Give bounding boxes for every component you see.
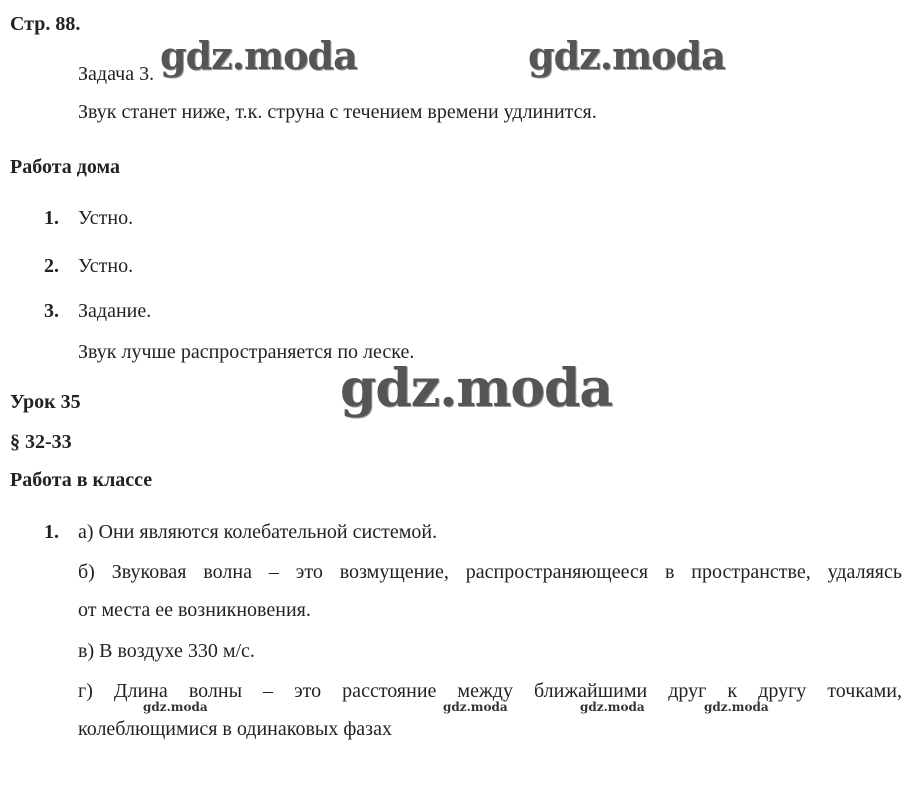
list-item-number: 1. [44, 207, 59, 229]
answer-d-line2: колеблющимися в одинаковых фазах [78, 718, 392, 740]
task3-title: Задача 3. [78, 63, 155, 85]
answer-c: в) В воздухе 330 м/с. [78, 640, 255, 662]
task3-text: Звук станет ниже, т.к. струна с течением времени удлинится. [78, 101, 597, 123]
page-ref: Стр. 88. [10, 13, 81, 35]
watermark: gdz.moda [443, 700, 508, 714]
class-work-heading: Работа в классе [10, 469, 153, 491]
answer-b-line2: от места ее возникновения. [78, 599, 311, 621]
paragraphs-heading: § 32-33 [10, 431, 72, 453]
item3-detail: Звук лучше распространяется по леске. [78, 341, 415, 363]
list-item-number: 1. [44, 521, 59, 543]
list-item-number: 3. [44, 300, 59, 322]
watermark: gdz.moda [143, 700, 208, 714]
watermark: gdz.moda [704, 700, 769, 714]
answer-b-line1: б) Звуковая волна – это возмущение, распространяющееся в пространстве, удаляясь [78, 561, 902, 583]
list-item-text: Устно. [78, 255, 134, 277]
home-work-heading: Работа дома [10, 156, 120, 178]
watermark: gdz.moda [160, 33, 357, 78]
watermark: gdz.moda [340, 358, 613, 419]
lesson-heading: Урок 35 [10, 391, 81, 413]
list-item-text: Устно. [78, 207, 134, 229]
answer-a: а) Они являются колебательной системой. [78, 521, 438, 543]
answer-d-line1: г) Длина волны – это расстояние между ближайшими друг к другу точками, [78, 680, 902, 702]
watermark: gdz.moda [580, 700, 645, 714]
list-item-text: Задание. [78, 300, 152, 322]
watermark: gdz.moda [528, 33, 725, 78]
list-item-number: 2. [44, 255, 59, 277]
